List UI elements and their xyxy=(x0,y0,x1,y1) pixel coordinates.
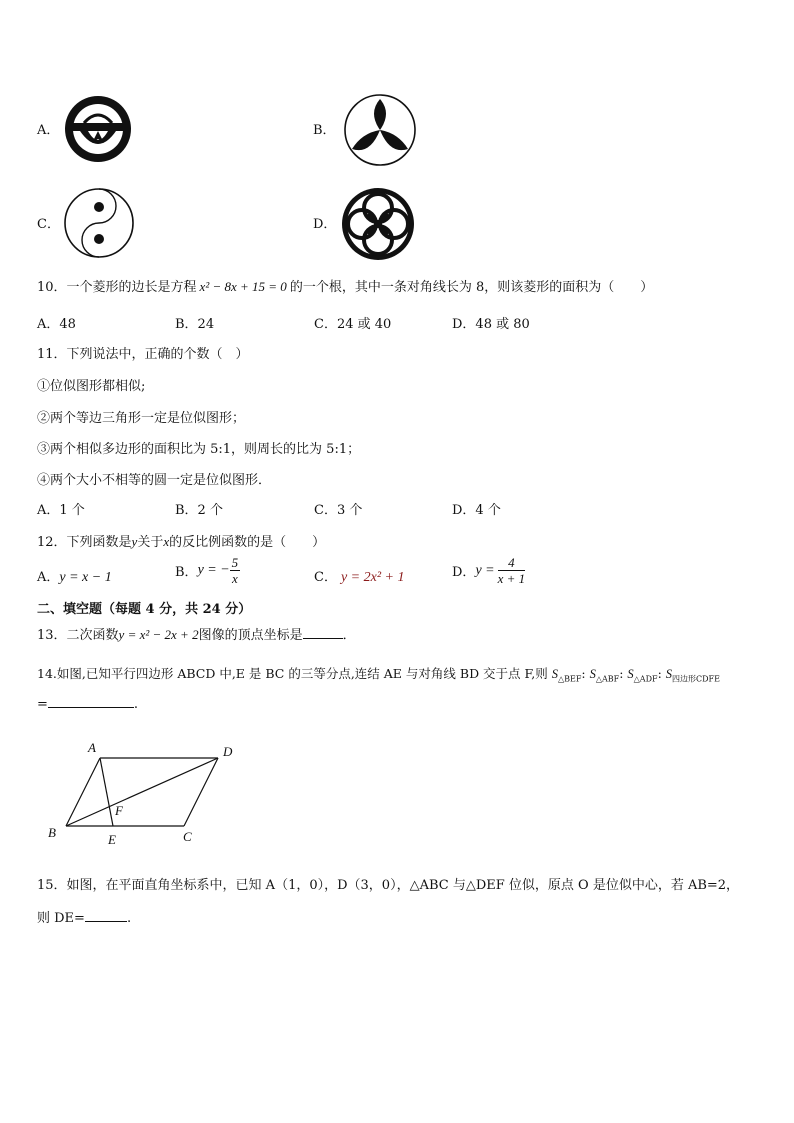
q11-stem: 11．下列说法中，正确的个数（ ） xyxy=(37,347,249,362)
q9-option-b-figure xyxy=(340,91,420,169)
q12-stem: 12．下列函数是y关于x的反比例函数的是（ ） xyxy=(37,534,326,550)
q14-answer-line: = . xyxy=(37,697,139,712)
q11-item-2: ②两个等边三角形一定是位似图形； xyxy=(37,411,246,426)
q12-option-d-fraction: $\frac{4}{x + 1}$ xyxy=(497,555,526,586)
segment-ae xyxy=(100,758,113,826)
label-b: B xyxy=(48,825,56,840)
q12-option-d: D．y = $\frac{4}{x + 1}$ xyxy=(452,555,526,586)
q15-line-1: 15．如图，在平面直角坐标系中，已知 A（1，0），D（3，0），△ABC 与△DEF 位似，原点 O 是位似中心，若 AB=2， xyxy=(37,878,740,893)
q11-option-d: D．4 个 xyxy=(452,503,501,518)
q15-line-2: 则 DE= . xyxy=(37,911,132,926)
q9-option-b-label: B． xyxy=(313,123,336,138)
q12-option-b-fraction: $\frac{5}{x}$ xyxy=(231,555,239,586)
label-e: E xyxy=(108,832,116,847)
q12-option-b: B．y = − $\frac{5}{x}$ xyxy=(175,555,239,586)
section-heading: 二、填空题（每题 4 分，共 24 分） xyxy=(37,602,252,617)
q15-answer-blank xyxy=(85,921,127,922)
q11-option-c: C．3 个 xyxy=(314,503,363,518)
q9-option-a-label: A． xyxy=(37,123,60,138)
q12-option-c: C． y = 2x² + 1 xyxy=(314,570,405,585)
q9-option-c-label: C． xyxy=(37,217,60,232)
edge-ba xyxy=(66,758,100,826)
edge-dc xyxy=(184,758,218,826)
label-f: F xyxy=(115,803,123,818)
q10-option-a: A．48 xyxy=(37,317,76,332)
q9-option-d-figure xyxy=(338,184,418,264)
q14-parallelogram-figure xyxy=(40,736,250,848)
q11-option-b: B．2 个 xyxy=(175,503,223,518)
q11-item-3: ③两个相似多边形的面积比为 5:1，则周长的比为 5:1； xyxy=(37,442,361,457)
q12-option-a: A．y = x − 1 xyxy=(37,570,112,585)
q11-option-a: A．1 个 xyxy=(37,503,85,518)
label-d: D xyxy=(223,744,233,759)
q14-stem: 14.如图,已知平行四边形 ABCD 中,E 是 BC 的三等分点,连结 AE 与对角线 BD 交于点 F,则 $S_{\triangle BEF}$: $S_{\triangle ABF}$: $S_{\triangle ADF}$: $S_{四边形CDFE}$ xyxy=(37,666,720,684)
q11-item-1: ①位似图形都相似; xyxy=(37,379,146,394)
q9-option-c-figure xyxy=(62,186,136,260)
q10-option-b: B．24 xyxy=(175,317,215,332)
diagonal-bd xyxy=(66,758,218,826)
q13-stem: 13．二次函数y = x² − 2x + 2图像的顶点坐标是 ． xyxy=(37,627,356,643)
q10-stem: 10．一个菱形的边长是方程 x² − 8x + 15 = 0 的一个根，其中一条对角线长为 8，则该菱形的面积为（ ） xyxy=(37,279,654,295)
q10-equation: x² − 8x + 15 = 0 xyxy=(199,279,287,294)
q9-option-d-label: D． xyxy=(313,217,337,232)
q10-option-d: D．48 或 80 xyxy=(452,317,530,332)
label-a: A xyxy=(88,740,96,755)
q9-option-a-figure xyxy=(62,93,134,165)
q13-answer-blank xyxy=(303,638,343,639)
q11-item-4: ④两个大小不相等的圆一定是位似图形． xyxy=(37,473,272,488)
q10-option-c: C．24 或 40 xyxy=(314,317,392,332)
q13-expression: y = x² − 2x + 2 xyxy=(118,627,199,642)
q14-answer-blank xyxy=(48,707,134,708)
label-c: C xyxy=(183,829,192,844)
